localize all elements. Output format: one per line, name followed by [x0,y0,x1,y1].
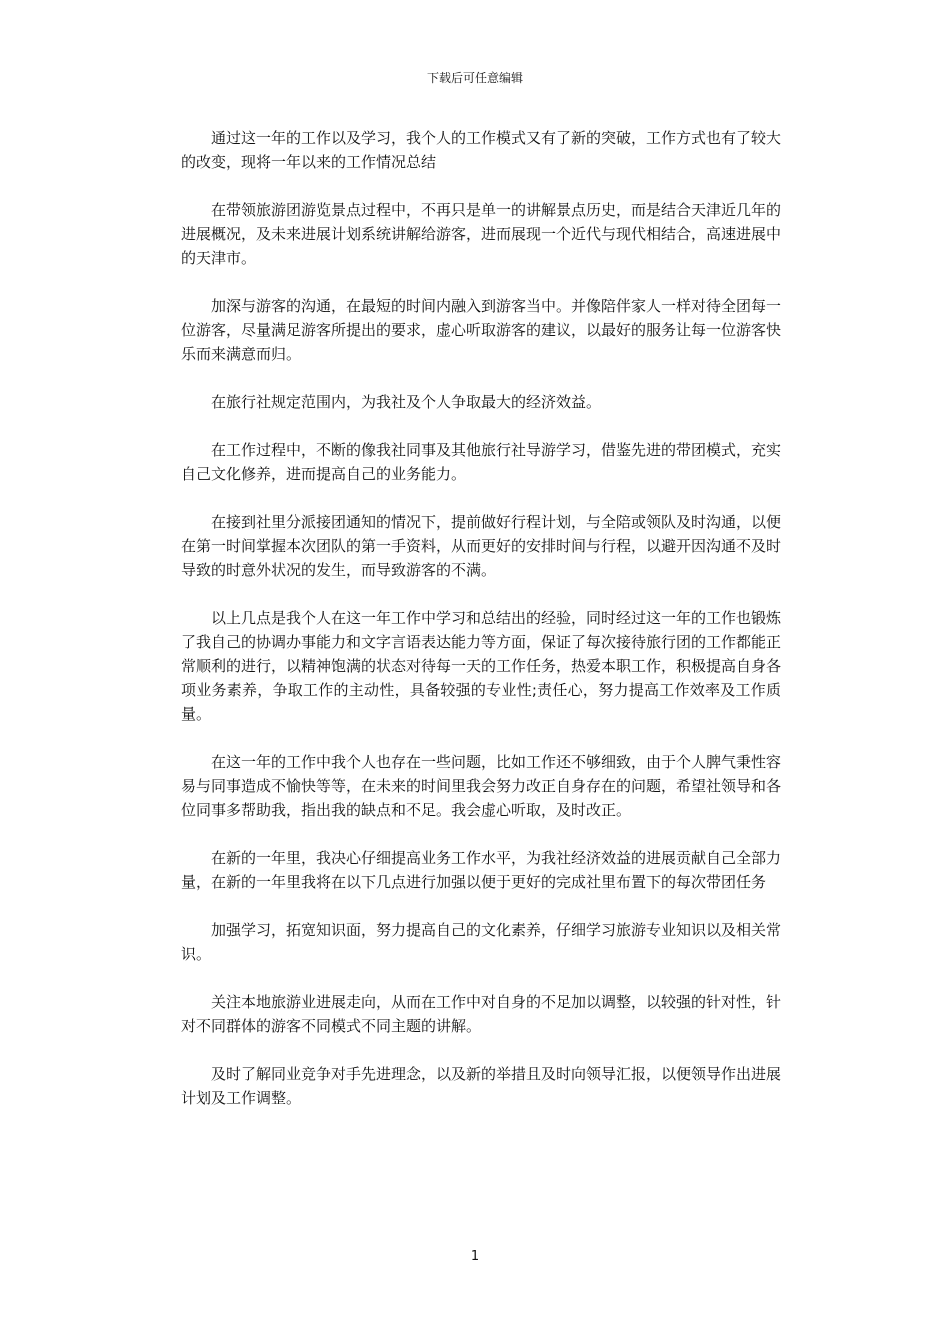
paragraph: 在这一年的工作中我个人也存在一些问题，比如工作还不够细致，由于个人脾气秉性容易与同事造成不愉快等等，在未来的时间里我会努力改正自身存在的问题，希望社领导和各位同事多帮助我，指出我的缺点和不足。我会虚心听取，及时改正。 [181,753,782,819]
paragraph: 关注本地旅游业进展走向，从而在工作中对自身的不足加以调整，以较强的针对性，针对不同群体的游客不同模式不同主题的讲解。 [181,993,782,1035]
document-body [181,126,781,1134]
page-header: 下载后可任意编辑 [426,71,523,85]
paragraph: 在接到社里分派接团通知的情况下，提前做好行程计划，与全陪或领队及时沟通，以便在第一时间掌握本次团队的第一手资料，从而更好的安排时间与行程，以避开因沟通不及时导致的时意外状况的发生，而导致游客的不满。 [181,513,782,579]
page-number: 1 [470,1249,480,1264]
paragraph: 通过这一年的工作以及学习，我个人的工作模式又有了新的突破，工作方式也有了较大的改变，现将一年以来的工作情况总结 [181,129,782,171]
paragraph: 加深与游客的沟通，在最短的时间内融入到游客当中。并像陪伴家人一样对待全团每一位游客，尽量满足游客所提出的要求，虚心听取游客的建议，以最好的服务让每一位游客快乐而来满意而归。 [181,297,782,363]
paragraph: 在新的一年里，我决心仔细提高业务工作水平，为我社经济效益的进展贡献自己全部力量，在新的一年里我将在以下几点进行加强以便于更好的完成社里布置下的每次带团任务 [181,849,782,891]
paragraph: 以上几点是我个人在这一年工作中学习和总结出的经验，同时经过这一年的工作也锻炼了我自己的协调办事能力和文字言语表达能力等方面，保证了每次接待旅行团的工作都能正常顺利的进行，以精神饱满的状态对待每一天的工作任务，热爱本职工作，积极提高自身各项业务素养，争取工作的主动性，具备较强的专业性;责任心，努力提高工作效率及工作质量。 [181,609,782,723]
paragraph: 及时了解同业竞争对手先进理念，以及新的举措且及时向领导汇报，以便领导作出进展计划及工作调整。 [181,1065,782,1107]
paragraph: 在工作过程中，不断的像我社同事及其他旅行社导游学习，借鉴先进的带团模式，充实自己文化修养，进而提高自己的业务能力。 [181,441,782,483]
paragraph: 加强学习，拓宽知识面，努力提高自己的文化素养，仔细学习旅游专业知识以及相关常识。 [181,921,782,963]
paragraph: 在旅行社规定范围内，为我社及个人争取最大的经济效益。 [211,393,602,411]
paragraph: 在带领旅游团游览景点过程中，不再只是单一的讲解景点历史，而是结合天津近几年的进展概况，及未来进展计划系统讲解给游客，进而展现一个近代与现代相结合，高速进展中的天津市。 [181,201,782,267]
